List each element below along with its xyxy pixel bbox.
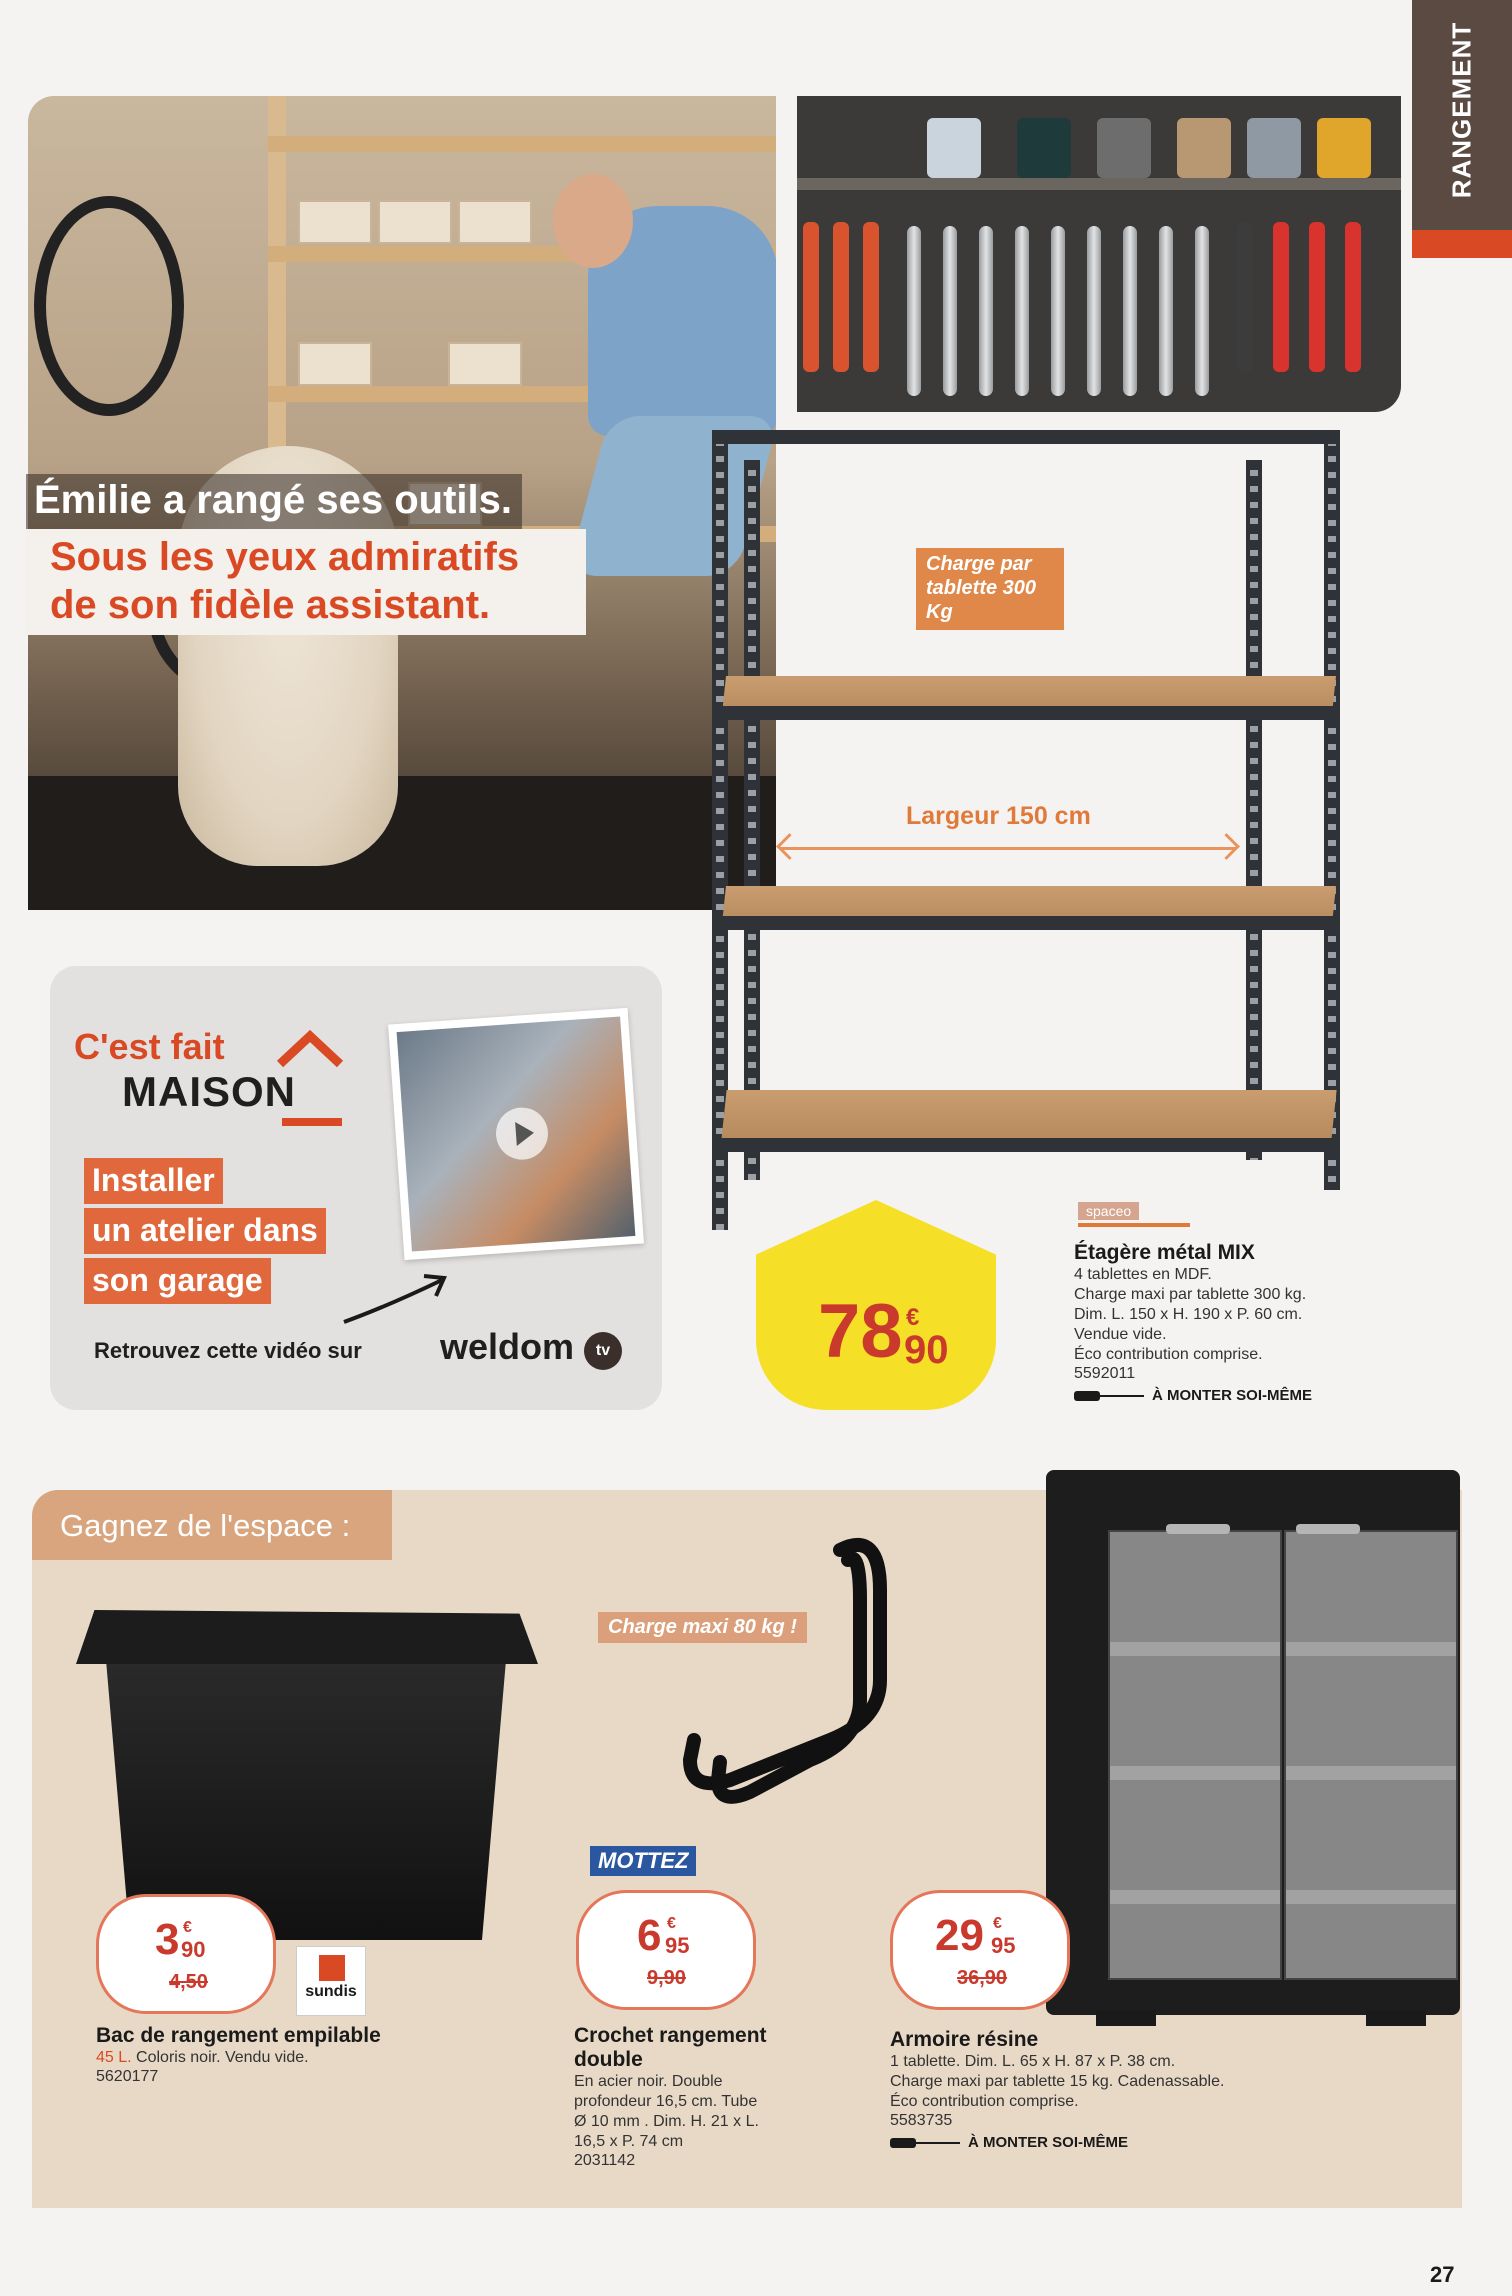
install-line: son garage [84,1258,271,1304]
product-desc-line: 16,5 x P. 74 cm [574,2133,684,2150]
width-arrow-icon [780,847,1236,850]
charge-badge: Charge par tablette 300 Kg [916,548,1064,630]
install-line: un atelier dans [84,1208,326,1254]
crochet-price-badge: 6 € 95 9,90 [576,1890,756,2010]
assembly-notice: À MONTER SOI-MÊME [1074,1387,1404,1404]
product-desc-line: Dim. L. 150 x H. 190 x P. 60 cm. [1074,1306,1303,1323]
product-ref: 5583735 [890,2112,953,2129]
tools-wall-photo [797,96,1401,412]
spaceo-logo: spaceo [1078,1202,1139,1220]
screwdriver-icon [890,2138,960,2148]
product-ref: 5620177 [96,2068,159,2085]
double-hook-image [670,1530,900,1830]
bac-product-info [96,2024,496,2086]
promo-title-line-2: MAISON [122,1068,296,1115]
assembly-notice: À MONTER SOI-MÊME [890,2134,1370,2151]
width-label: Largeur 150 cm [906,802,1091,830]
product-desc-line: Éco contribution comprise. [890,2093,1079,2110]
promo-title-line-1: C'est fait [74,1026,225,1067]
product-desc-line: 4 tablettes en MDF. [1074,1266,1212,1283]
hero-headline [26,474,586,635]
armoire-price-badge: 29 € 95 36,90 [890,1890,1070,2010]
price-currency: € [906,1304,920,1331]
product-desc-line: En acier noir. Double [574,2073,723,2090]
crochet-product-info [574,2024,824,2170]
product-desc-line: Charge maxi par tablette 300 kg. [1074,1286,1307,1303]
screwdriver-icon [1074,1391,1144,1401]
install-callout [84,1158,326,1308]
product-desc-line: Vendue vide. [1074,1326,1167,1343]
space-section-title: Gagnez de l'espace : [32,1490,392,1560]
product-desc-line: 1 tablette. Dim. L. 65 x H. 87 x P. 38 cm. [890,2053,1176,2070]
product-ref: 5592011 [1074,1365,1136,1382]
product-ref: 2031142 [574,2152,636,2169]
product-desc-line: Éco contribution comprise. [1074,1346,1263,1363]
video-source-text: Retrouvez cette vidéo sur [94,1338,362,1363]
product-name: Étagère métal MIX [1074,1241,1255,1264]
resin-cabinet-image [1046,1470,1460,2030]
weldom-tv-icon[interactable]: tv [584,1332,622,1370]
price-cents: 90 [904,1328,949,1372]
storage-bin-image [76,1610,538,1940]
page-number: 27 [1430,2262,1455,2287]
price-euros: 78 [818,1289,903,1374]
product-desc-line: profondeur 16,5 cm. Tube [574,2093,758,2110]
bicycle-photo [34,196,184,416]
product-name: Crochet rangement double [574,2024,767,2071]
etagere-price-badge [756,1200,996,1410]
play-icon[interactable] [494,1106,550,1162]
weldom-logo[interactable]: weldom [440,1326,575,1367]
armoire-product-info [890,2028,1370,2151]
sundis-logo: sundis [296,1946,366,2016]
headline-line-2: Sous les yeux admiratifs de son fidèle assistant. [26,529,586,635]
section-tab [1412,0,1512,258]
mottez-logo: MOTTEZ [590,1846,696,1876]
bac-price-badge: 3 € 90 4,50 [96,1894,276,2014]
product-desc-line: Ø 10 mm . Dim. H. 21 x L. [574,2113,759,2130]
hook-charge-badge: Charge maxi 80 kg ! [598,1612,807,1643]
video-thumbnail[interactable] [388,1008,644,1260]
etagere-product-info [1074,1202,1404,1404]
video-promo-box[interactable] [50,966,662,1410]
install-line: Installer [84,1158,223,1204]
product-name: Bac de rangement empilable [96,2024,381,2047]
product-desc: 45 L. Coloris noir. Vendu vide. [96,2049,309,2066]
section-tab-label: RANGEMENT [1446,21,1477,199]
headline-line-1: Émilie a rangé ses outils. [26,474,522,529]
curved-arrow-icon [338,1266,458,1326]
product-desc-line: Charge maxi par tablette 15 kg. Cadenassable. [890,2073,1225,2090]
product-name: Armoire résine [890,2028,1039,2051]
